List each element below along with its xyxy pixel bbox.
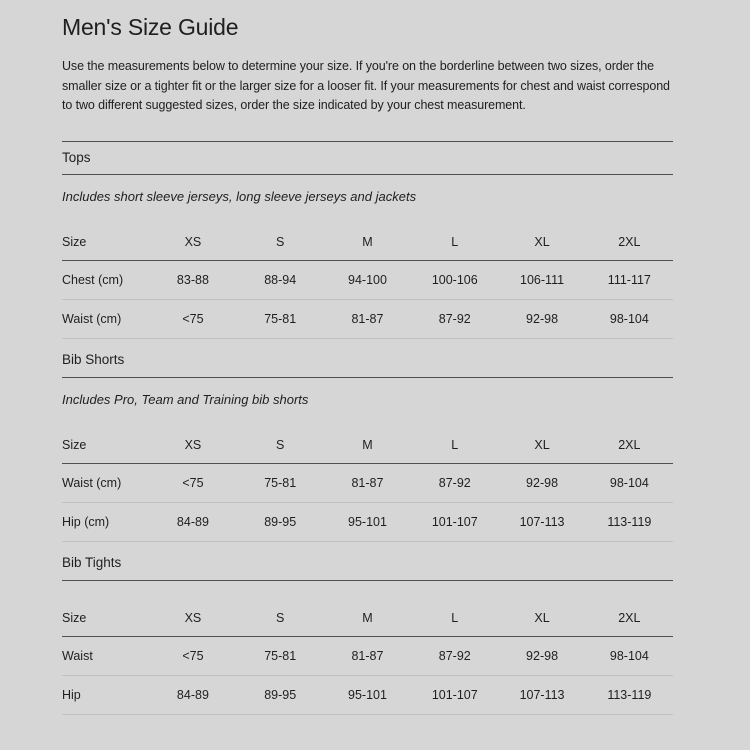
cell-value: 75-81 bbox=[237, 463, 324, 502]
cell-value: 107-113 bbox=[498, 675, 585, 714]
size-table-tops bbox=[62, 223, 673, 339]
row-label: Waist (cm) bbox=[62, 463, 149, 502]
table-header-row bbox=[62, 599, 673, 637]
cell-value: 84-89 bbox=[149, 675, 236, 714]
size-table-bib-shorts bbox=[62, 426, 673, 542]
row-label: Waist (cm) bbox=[62, 299, 149, 338]
column-header-l: L bbox=[411, 599, 498, 637]
size-table-bib-tights bbox=[62, 599, 673, 715]
table-row-waist bbox=[62, 299, 673, 338]
column-header-2xl: 2XL bbox=[586, 223, 673, 261]
cell-value: 92-98 bbox=[498, 299, 585, 338]
cell-value: 100-106 bbox=[411, 260, 498, 299]
cell-value: 113-119 bbox=[586, 675, 673, 714]
cell-value: 101-107 bbox=[411, 675, 498, 714]
cell-value: 92-98 bbox=[498, 636, 585, 675]
cell-value: 98-104 bbox=[586, 636, 673, 675]
column-header-s: S bbox=[237, 599, 324, 637]
cell-value: 106-111 bbox=[498, 260, 585, 299]
column-header-xs: XS bbox=[149, 223, 236, 261]
cell-value: 89-95 bbox=[237, 502, 324, 541]
column-header-xs: XS bbox=[149, 426, 236, 464]
size-guide-page bbox=[62, 0, 673, 715]
cell-value: 95-101 bbox=[324, 675, 411, 714]
column-header-xs: XS bbox=[149, 599, 236, 637]
column-header-l: L bbox=[411, 426, 498, 464]
cell-value: 87-92 bbox=[411, 463, 498, 502]
column-header-xl: XL bbox=[498, 599, 585, 637]
cell-value: 75-81 bbox=[237, 636, 324, 675]
cell-value: 75-81 bbox=[237, 299, 324, 338]
section-title-bib-tights: Bib Tights bbox=[62, 542, 673, 581]
row-label: Hip (cm) bbox=[62, 502, 149, 541]
section-title-tops: Tops bbox=[62, 141, 673, 175]
column-header-m: M bbox=[324, 426, 411, 464]
cell-value: 92-98 bbox=[498, 463, 585, 502]
cell-value: 81-87 bbox=[324, 463, 411, 502]
cell-value: 83-88 bbox=[149, 260, 236, 299]
section-bib-tights bbox=[62, 542, 673, 715]
column-header-l: L bbox=[411, 223, 498, 261]
table-row-hip bbox=[62, 502, 673, 541]
table-header-row bbox=[62, 223, 673, 261]
cell-value: 84-89 bbox=[149, 502, 236, 541]
row-label: Waist bbox=[62, 636, 149, 675]
page-title: Men's Size Guide bbox=[62, 14, 239, 40]
table-row-waist bbox=[62, 463, 673, 502]
section-note-bib-shorts: Includes Pro, Team and Training bib shorts bbox=[62, 391, 309, 407]
cell-value: <75 bbox=[149, 299, 236, 338]
cell-value: 111-117 bbox=[586, 260, 673, 299]
cell-value: 88-94 bbox=[237, 260, 324, 299]
column-header-size: Size bbox=[62, 426, 149, 464]
cell-value: 95-101 bbox=[324, 502, 411, 541]
cell-value: 87-92 bbox=[411, 636, 498, 675]
cell-value: 89-95 bbox=[237, 675, 324, 714]
cell-value: 101-107 bbox=[411, 502, 498, 541]
cell-value: 113-119 bbox=[586, 502, 673, 541]
column-header-s: S bbox=[237, 223, 324, 261]
column-header-xl: XL bbox=[498, 223, 585, 261]
cell-value: 81-87 bbox=[324, 299, 411, 338]
cell-value: 98-104 bbox=[586, 463, 673, 502]
cell-value: <75 bbox=[149, 463, 236, 502]
row-label: Hip bbox=[62, 675, 149, 714]
section-note-tops: Includes short sleeve jerseys, long sleeve jerseys and jackets bbox=[62, 188, 417, 204]
section-tops bbox=[62, 141, 673, 339]
table-row-hip bbox=[62, 675, 673, 714]
table-row-chest bbox=[62, 260, 673, 299]
table-row-waist bbox=[62, 636, 673, 675]
cell-value: <75 bbox=[149, 636, 236, 675]
intro-text: Use the measurements below to determine your size. If you're on the borderline between two sizes, order the smaller size or a tighter fit or the larger size for a looser fit. If your measurements for chest and waist correspond to two different suggested sizes, order the size indicated by your chest measurement. bbox=[62, 59, 670, 112]
column-header-m: M bbox=[324, 599, 411, 637]
cell-value: 98-104 bbox=[586, 299, 673, 338]
section-title-bib-shorts: Bib Shorts bbox=[62, 339, 673, 378]
cell-value: 94-100 bbox=[324, 260, 411, 299]
column-header-m: M bbox=[324, 223, 411, 261]
cell-value: 87-92 bbox=[411, 299, 498, 338]
cell-value: 81-87 bbox=[324, 636, 411, 675]
row-label: Chest (cm) bbox=[62, 260, 149, 299]
column-header-xl: XL bbox=[498, 426, 585, 464]
column-header-2xl: 2XL bbox=[586, 426, 673, 464]
column-header-2xl: 2XL bbox=[586, 599, 673, 637]
table-header-row bbox=[62, 426, 673, 464]
column-header-size: Size bbox=[62, 223, 149, 261]
section-bib-shorts bbox=[62, 339, 673, 542]
column-header-s: S bbox=[237, 426, 324, 464]
cell-value: 107-113 bbox=[498, 502, 585, 541]
column-header-size: Size bbox=[62, 599, 149, 637]
